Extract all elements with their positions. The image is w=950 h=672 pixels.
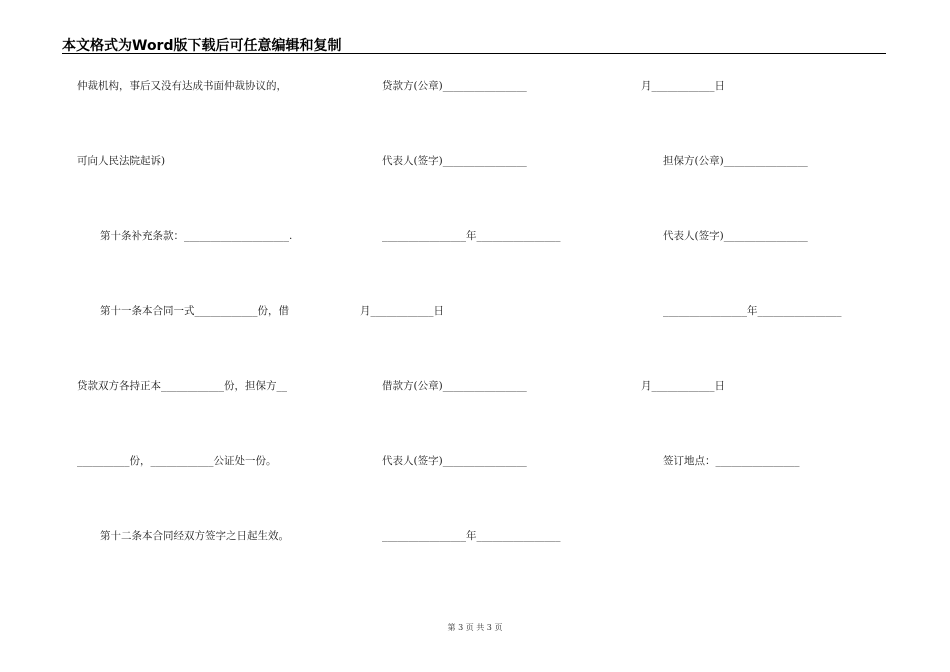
middle-line-3: ________________年________________ (382, 230, 561, 242)
middle-line-2: 代表人(签字)________________ (382, 155, 527, 167)
middle-line-4: 月____________日 (360, 305, 444, 317)
middle-line-1: 贷款方(公章)________________ (382, 80, 527, 92)
left-line-5: 贷款双方各持正本____________份，担保方__ (77, 380, 287, 392)
left-line-4: 第十一条本合同一式____________份，借 (100, 305, 289, 317)
right-line-2: 担保方(公章)________________ (663, 155, 808, 167)
left-line-1: 仲裁机构，事后又没有达成书面仲裁协议的， (77, 80, 287, 92)
right-line-5: 月____________日 (641, 380, 725, 392)
right-line-3: 代表人(签字)________________ (663, 230, 808, 242)
left-line-7: 第十二条本合同经双方签字之日起生效。 (100, 530, 289, 542)
right-line-4: ________________年________________ (663, 305, 842, 317)
left-line-2: 可向人民法院起诉) (77, 155, 166, 167)
middle-line-7: ________________年________________ (382, 530, 561, 542)
page-title: 本文格式为Word版下载后可任意编辑和复制 (62, 38, 342, 54)
left-line-3: 第十条补充条款：____________________. (100, 230, 293, 242)
right-line-6: 签订地点：________________ (663, 455, 800, 467)
middle-line-6: 代表人(签字)________________ (382, 455, 527, 467)
right-line-1: 月____________日 (641, 80, 725, 92)
left-line-6: __________份，____________公证处一份。 (77, 455, 277, 467)
header-divider (62, 53, 886, 54)
page-number: 第 3 页 共 3 页 (447, 623, 503, 632)
middle-line-5: 借款方(公章)________________ (382, 380, 527, 392)
